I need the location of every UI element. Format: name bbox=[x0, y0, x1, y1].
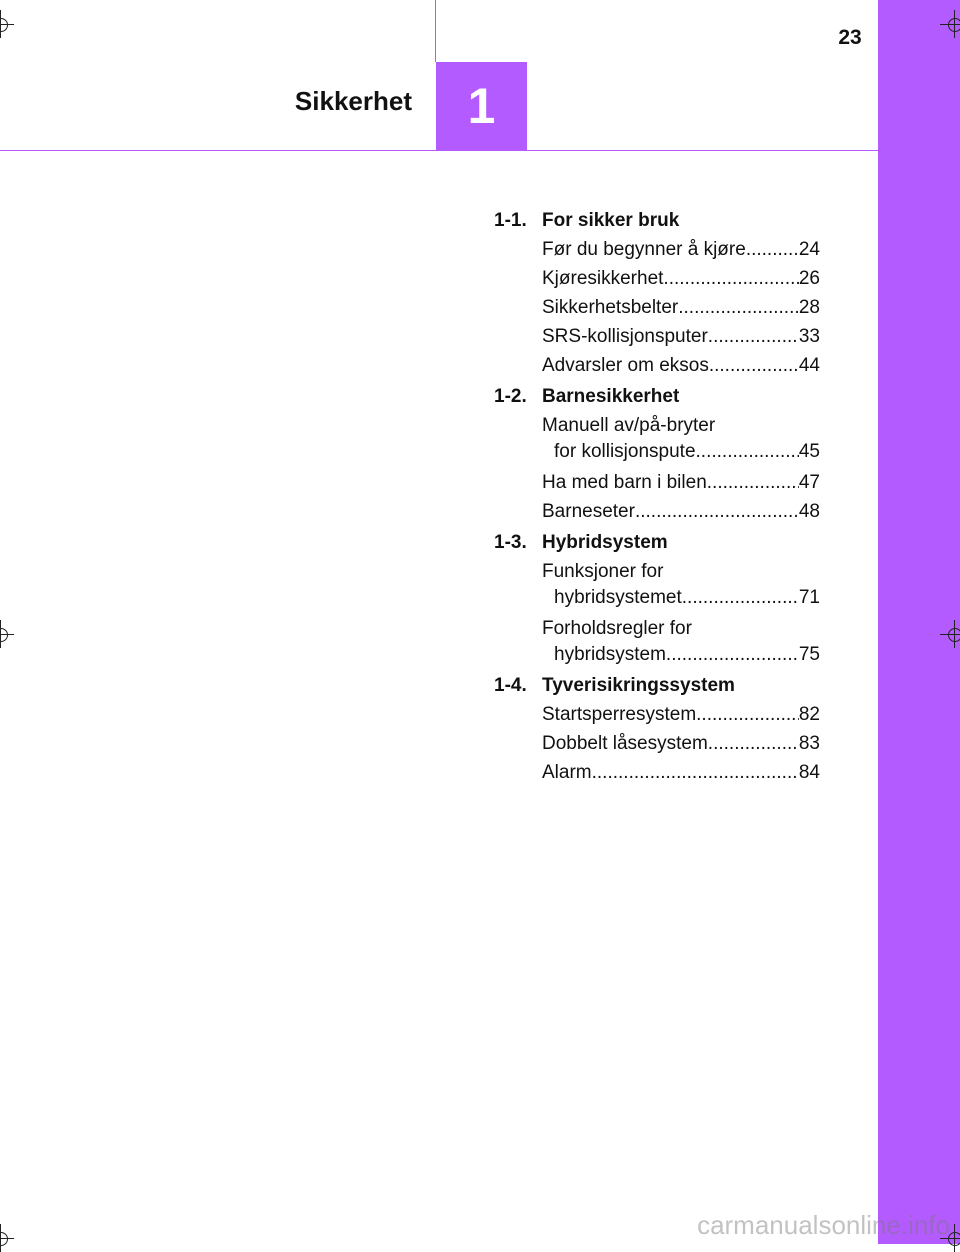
crop-mark-icon bbox=[0, 624, 10, 644]
leader-dots bbox=[635, 497, 799, 526]
entry-label: Startsperresystem bbox=[542, 704, 697, 725]
leader-dots bbox=[707, 468, 799, 497]
crop-mark-icon bbox=[944, 624, 960, 644]
leader-dots bbox=[663, 264, 798, 293]
entry-page: 47 bbox=[798, 472, 820, 493]
entry-label-line1: Manuell av/på-bryter bbox=[542, 415, 716, 436]
table-of-contents bbox=[494, 206, 820, 789]
entry-label: Sikkerhetsbelter bbox=[542, 297, 679, 318]
leader-dots bbox=[696, 700, 799, 729]
leader-dots bbox=[682, 586, 799, 610]
toc-section bbox=[494, 528, 820, 667]
toc-entry[interactable] bbox=[542, 264, 820, 293]
toc-entry[interactable] bbox=[542, 729, 820, 758]
toc-entry[interactable] bbox=[542, 700, 820, 729]
toc-entry[interactable] bbox=[542, 468, 820, 497]
toc-section-heading[interactable] bbox=[494, 206, 820, 235]
section-title: For sikker bruk bbox=[542, 210, 680, 231]
entry-label: Ha med barn i bilen bbox=[542, 472, 707, 493]
entry-page: 44 bbox=[798, 355, 820, 376]
toc-section bbox=[494, 206, 820, 380]
entry-label: Før du begynner å kjøre bbox=[542, 239, 746, 260]
entry-page: 33 bbox=[798, 326, 820, 347]
entry-page: 26 bbox=[798, 268, 820, 289]
toc-entry[interactable] bbox=[542, 557, 820, 610]
entry-label-line2: for kollisjonspute bbox=[554, 441, 696, 462]
entry-page: 75 bbox=[798, 644, 820, 665]
chapter-number-box: 1 bbox=[436, 62, 527, 151]
toc-entry[interactable] bbox=[542, 351, 820, 380]
watermark: carmanualsonline.info bbox=[697, 1210, 950, 1240]
toc-section bbox=[494, 671, 820, 787]
entry-label: Dobbelt låsesystem bbox=[542, 733, 708, 754]
crop-mark-icon bbox=[944, 14, 960, 34]
toc-section-heading[interactable] bbox=[494, 671, 820, 700]
toc-section-heading[interactable] bbox=[494, 528, 820, 557]
entry-page: 24 bbox=[798, 239, 820, 260]
entry-page: 45 bbox=[798, 441, 820, 462]
leader-dots bbox=[746, 235, 799, 264]
toc-entry[interactable] bbox=[542, 758, 820, 787]
crop-mark-icon bbox=[0, 14, 10, 34]
toc-entry[interactable] bbox=[542, 322, 820, 351]
crop-mark-icon bbox=[0, 1228, 10, 1248]
entry-label: Advarsler om eksos bbox=[542, 355, 709, 376]
entry-page: 84 bbox=[798, 762, 820, 783]
entry-label-line1: Forholdsregler for bbox=[542, 618, 692, 639]
leader-dots bbox=[592, 758, 799, 787]
section-title: Barnesikkerhet bbox=[542, 386, 680, 407]
entry-page: 83 bbox=[798, 733, 820, 754]
page-number: 23 bbox=[838, 26, 862, 49]
leader-dots bbox=[708, 729, 799, 758]
leader-dots bbox=[708, 322, 799, 351]
entry-page: 82 bbox=[798, 704, 820, 725]
entry-label-line2: hybridsystem bbox=[554, 644, 666, 665]
entry-label: Kjøresikkerhet bbox=[542, 268, 664, 289]
toc-section bbox=[494, 382, 820, 526]
toc-section-heading[interactable] bbox=[494, 382, 820, 411]
section-title: Tyverisikringssystem bbox=[542, 675, 735, 696]
chapter-side-tab bbox=[878, 0, 960, 1244]
section-number: 1-3. bbox=[494, 532, 527, 553]
leader-dots bbox=[666, 643, 799, 667]
entry-page: 48 bbox=[798, 501, 820, 522]
leader-dots bbox=[696, 440, 799, 464]
entry-label-line1: Funksjoner for bbox=[542, 561, 664, 582]
toc-entry[interactable] bbox=[542, 411, 820, 464]
entry-label: SRS-kollisjonsputer bbox=[542, 326, 708, 347]
toc-entry[interactable] bbox=[542, 293, 820, 322]
toc-entry[interactable] bbox=[542, 614, 820, 667]
section-number: 1-1. bbox=[494, 210, 527, 231]
entry-label-line2: hybridsystemet bbox=[554, 587, 682, 608]
entry-page: 28 bbox=[798, 297, 820, 318]
section-number: 1-2. bbox=[494, 386, 527, 407]
section-title: Hybridsystem bbox=[542, 532, 668, 553]
entry-label: Barneseter bbox=[542, 501, 635, 522]
header-divider bbox=[435, 0, 436, 62]
chapter-title: Sikkerhet bbox=[294, 86, 412, 116]
entry-label: Alarm bbox=[542, 762, 592, 783]
toc-entry[interactable] bbox=[542, 497, 820, 526]
entry-page: 71 bbox=[798, 587, 820, 608]
leader-dots bbox=[678, 293, 799, 322]
toc-entry[interactable] bbox=[542, 235, 820, 264]
section-number: 1-4. bbox=[494, 675, 527, 696]
leader-dots bbox=[709, 351, 799, 380]
